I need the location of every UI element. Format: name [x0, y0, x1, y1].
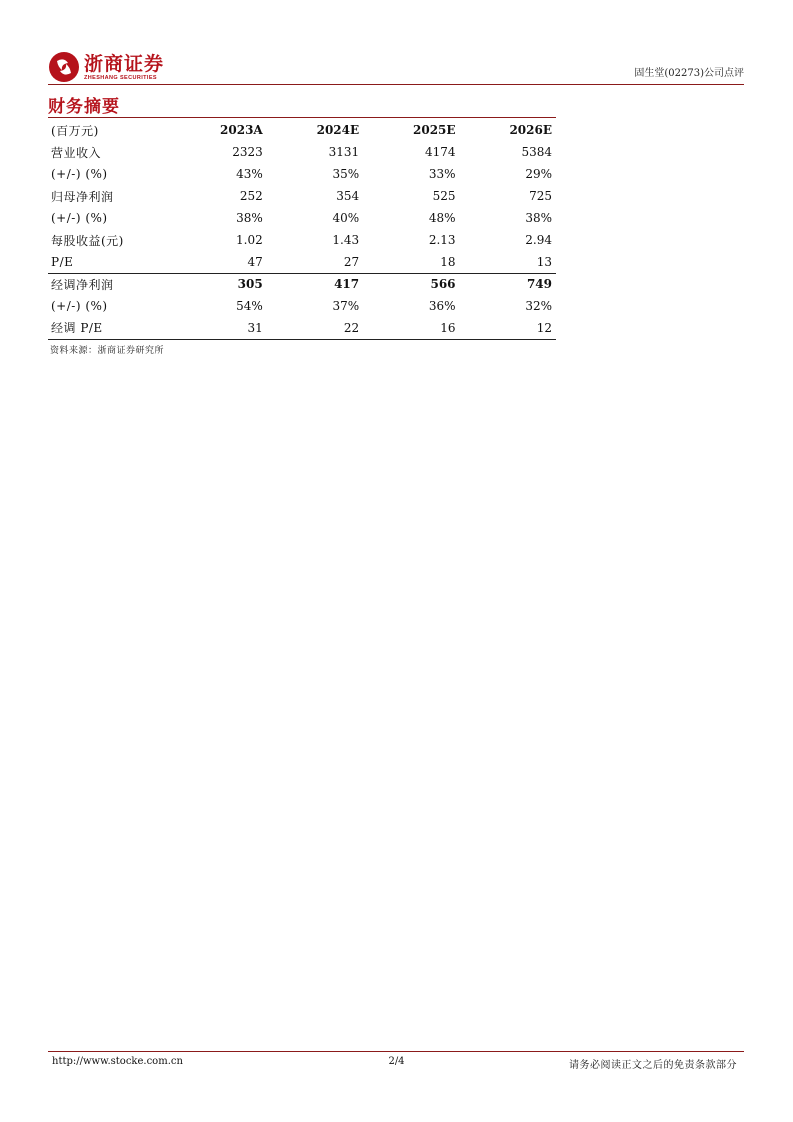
- table-cell: 33%: [428, 167, 456, 181]
- footer-divider: [48, 1051, 744, 1052]
- table-cell: 43%: [236, 167, 263, 181]
- disclaimer-note: 请务必阅读正文之后的免责条款部分: [569, 1060, 737, 1071]
- table-cell: 417: [267, 273, 363, 295]
- company-logo: [48, 50, 164, 84]
- financial-summary-table: [48, 119, 556, 340]
- table-cell: 54%: [236, 299, 263, 313]
- page-number: 2/4: [388, 1056, 405, 1067]
- section-divider: [48, 117, 556, 118]
- table-cell: 22: [267, 317, 363, 339]
- table-cell: 13: [536, 254, 552, 269]
- table-row: [48, 251, 556, 273]
- table-cell: 16: [363, 317, 459, 339]
- column-header: 2026E: [509, 123, 552, 137]
- logo-cn-text: 浙商证券: [84, 52, 165, 75]
- row-label: 归母净利润: [51, 189, 114, 204]
- table-cell: 354: [336, 189, 360, 203]
- table-cell: 27: [343, 254, 360, 269]
- table-cell: 4174: [425, 145, 456, 159]
- table-header-row: [48, 119, 556, 141]
- table-cell: 31: [170, 317, 267, 339]
- row-label: 每股收益(元): [51, 233, 124, 248]
- table-cell: 36%: [428, 299, 456, 313]
- row-label: (+/-) (%): [51, 167, 108, 181]
- header-divider: [48, 84, 744, 85]
- table-cell: 38%: [525, 211, 552, 225]
- table-cell: 29%: [525, 167, 552, 181]
- logo-en-text: ZHESHANG SECURITIES: [84, 74, 157, 81]
- row-label: 营业收入: [51, 145, 102, 160]
- table-cell: 48%: [428, 211, 456, 225]
- table-row: [48, 273, 556, 295]
- table-row: [48, 295, 556, 317]
- table-cell: 566: [363, 273, 459, 295]
- table-cell: 305: [170, 273, 267, 295]
- table-cell: 38%: [236, 211, 263, 225]
- row-label: P/E: [51, 254, 74, 269]
- table-row: [48, 185, 556, 207]
- column-header: 2023A: [220, 123, 263, 137]
- table-cell: 525: [432, 189, 456, 203]
- table-cell: 2.13: [428, 233, 456, 247]
- row-label: (+/-) (%): [51, 211, 108, 225]
- table-cell: 5384: [521, 145, 552, 159]
- table-cell: 749: [460, 273, 556, 295]
- table-row: [48, 163, 556, 185]
- column-header: 2024E: [316, 123, 360, 137]
- table-cell: 252: [239, 189, 263, 203]
- table-cell: 1.43: [332, 233, 360, 247]
- table-row: [48, 207, 556, 229]
- table-row: [48, 141, 556, 163]
- table-cell: 47: [247, 254, 263, 269]
- table-cell: 725: [529, 189, 552, 203]
- column-header: 2025E: [413, 123, 456, 137]
- table-unit-label: (百万元): [51, 123, 99, 138]
- section-title: 财务摘要: [48, 97, 120, 117]
- table-row: [48, 229, 556, 251]
- row-label: (+/-) (%): [51, 299, 108, 313]
- table-cell: 2323: [232, 145, 263, 159]
- table-cell: 37%: [332, 299, 360, 313]
- page-header: [48, 48, 744, 86]
- table-cell: 12: [460, 317, 556, 339]
- report-tag: 固生堂(02273)公司点评: [634, 68, 744, 79]
- table-cell: 32%: [525, 299, 552, 313]
- table-cell: 40%: [332, 211, 360, 225]
- table-cell: 2.94: [525, 233, 552, 247]
- table-row: [48, 317, 556, 339]
- table-cell: 1.02: [236, 233, 263, 247]
- table-cell: 35%: [332, 167, 360, 181]
- table-cell: 3131: [328, 145, 360, 159]
- row-label: 经调 P/E: [48, 317, 170, 339]
- logo-emblem-icon: [48, 51, 80, 83]
- data-source-note: 资料来源：浙商证券研究所: [50, 346, 165, 356]
- table-cell: 18: [440, 254, 456, 269]
- website-link[interactable]: http://www.stocke.com.cn: [52, 1056, 183, 1067]
- row-label: 经调净利润: [48, 273, 170, 295]
